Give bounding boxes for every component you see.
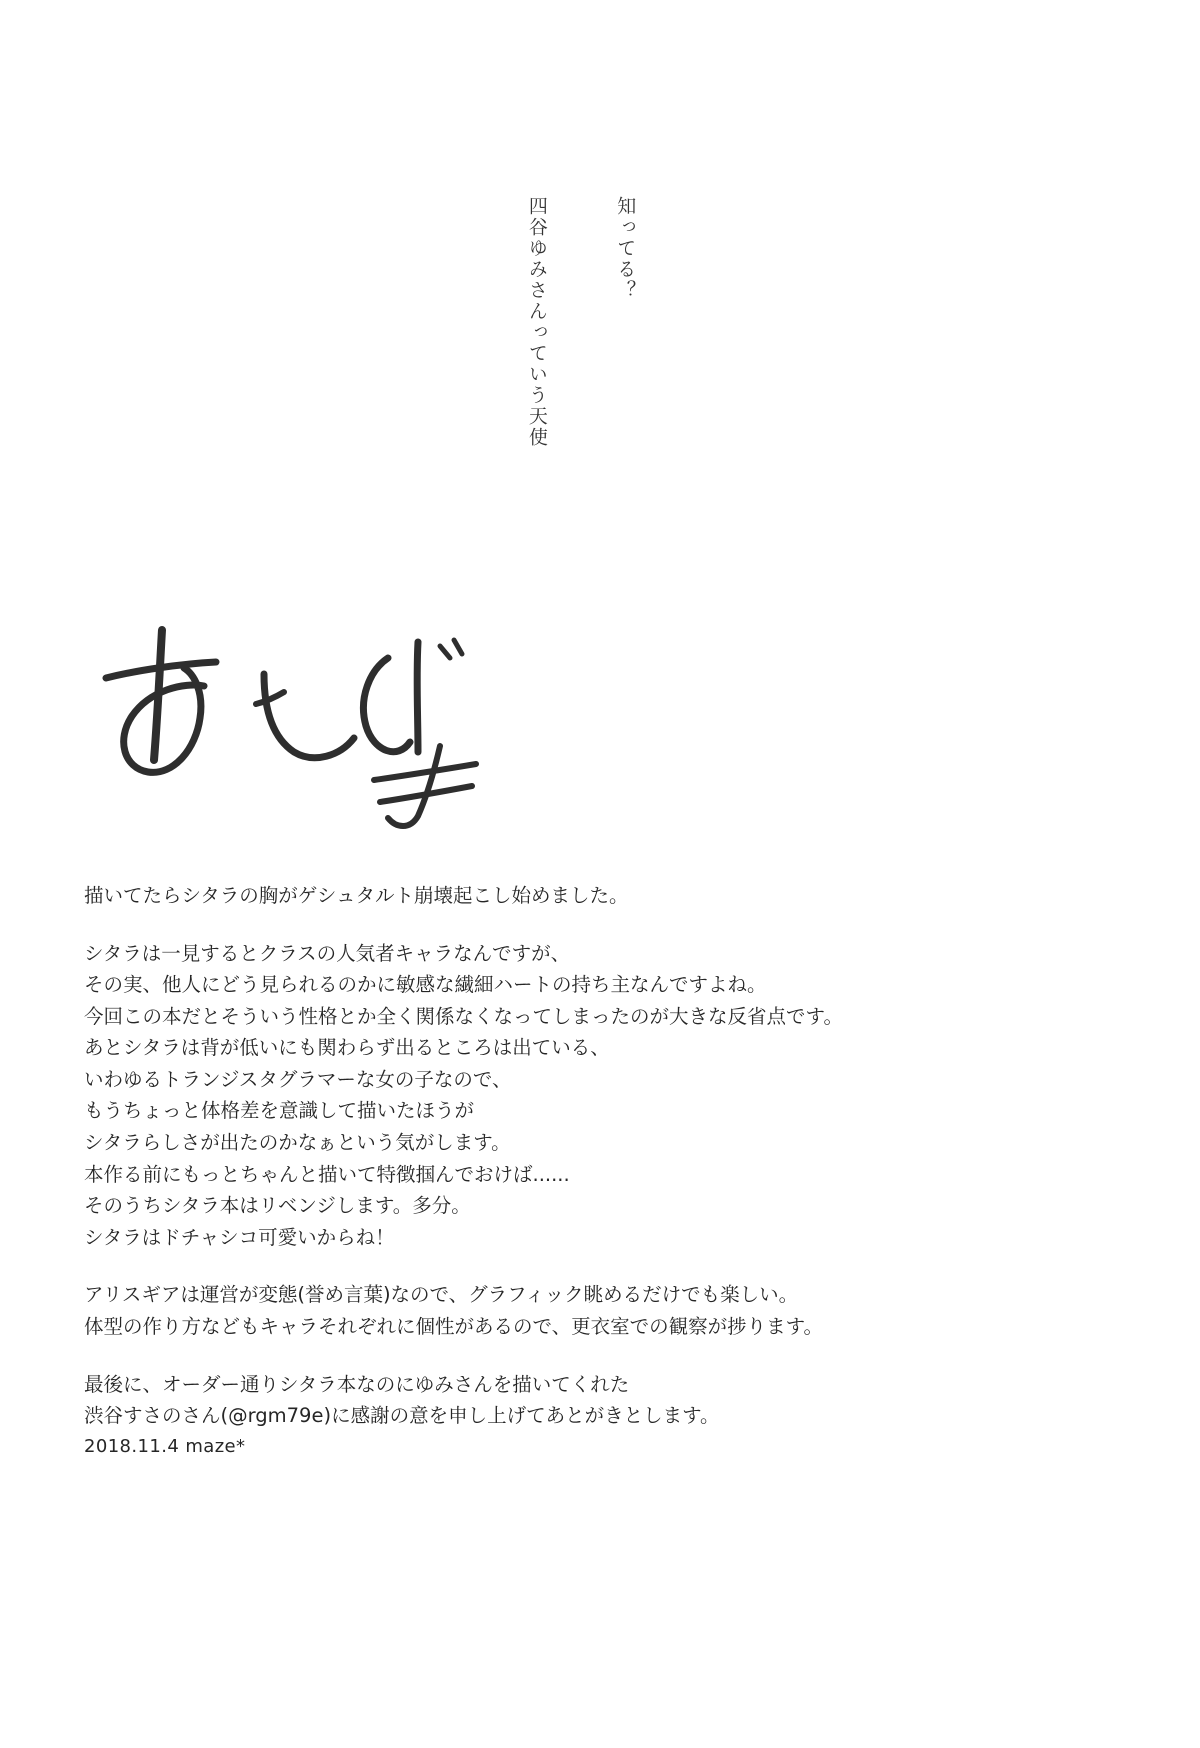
paragraph-line: その実、他人にどう見られるのかに敏感な繊細ハートの持ち主なんですよね。 — [84, 973, 767, 997]
paragraph-line: シタラらしさが出たのかなぁという気がします。 — [84, 1131, 511, 1155]
paragraph-spacer — [84, 1253, 1104, 1279]
afterword-text — [84, 880, 1104, 1461]
paragraph-spacer — [84, 912, 1104, 938]
paragraph-line: あとシタラは背が低いにも関わらず出るところは出ている、 — [84, 1036, 610, 1060]
paragraph-spacer — [84, 1343, 1104, 1369]
paragraph-line: 本作る前にもっとちゃんと描いて特徴掴んでおけば...... — [84, 1162, 570, 1186]
vertical-caption-line-1: 知ってる？ — [614, 196, 637, 301]
paragraph-line: アリスギアは運営が変態(誉め言葉)なので、グラフィック眺めるだけでも楽しい。 — [84, 1283, 799, 1307]
vertical-caption-line-2: 四谷ゆみさんっていう天使 — [525, 196, 548, 448]
paragraph-line: 体型の作り方などもキャラそれぞれに個性があるので、更衣室での観察が捗ります。 — [84, 1314, 824, 1338]
paragraph-line: 渋谷すさのさん(@rgm79e)に感謝の意を申し上げてあとがきとします。 — [84, 1404, 720, 1428]
vertical-caption — [492, 196, 698, 496]
paragraph-line: シタラは一見するとクラスの人気者キャラなんですが、 — [84, 941, 571, 965]
paragraph-line: 描いてたらシタラの胸がゲシュタルト崩壊起こし始めました。 — [84, 884, 629, 907]
paragraph-line: そのうちシタラ本はリベンジします。多分。 — [84, 1194, 471, 1218]
brush-title-icon — [88, 612, 508, 832]
signature: 2018.11.4 maze* — [84, 1435, 246, 1457]
page-title-atogaki — [88, 612, 508, 832]
paragraph-line: シタラはドチャシコ可愛いからね！ — [84, 1225, 395, 1249]
paragraph-line: もうちょっと体格差を意識して描いたほうが — [84, 1099, 475, 1123]
paragraph-line: 今回この本だとそういう性格とか全く関係なくなってしまったのが大きな反省点です。 — [84, 1004, 843, 1028]
paragraph-line: 最後に、オーダー通りシタラ本なのにゆみさんを描いてくれた — [84, 1372, 630, 1396]
paragraph-line: いわゆるトランジスタグラマーな女の子なので、 — [84, 1067, 512, 1091]
